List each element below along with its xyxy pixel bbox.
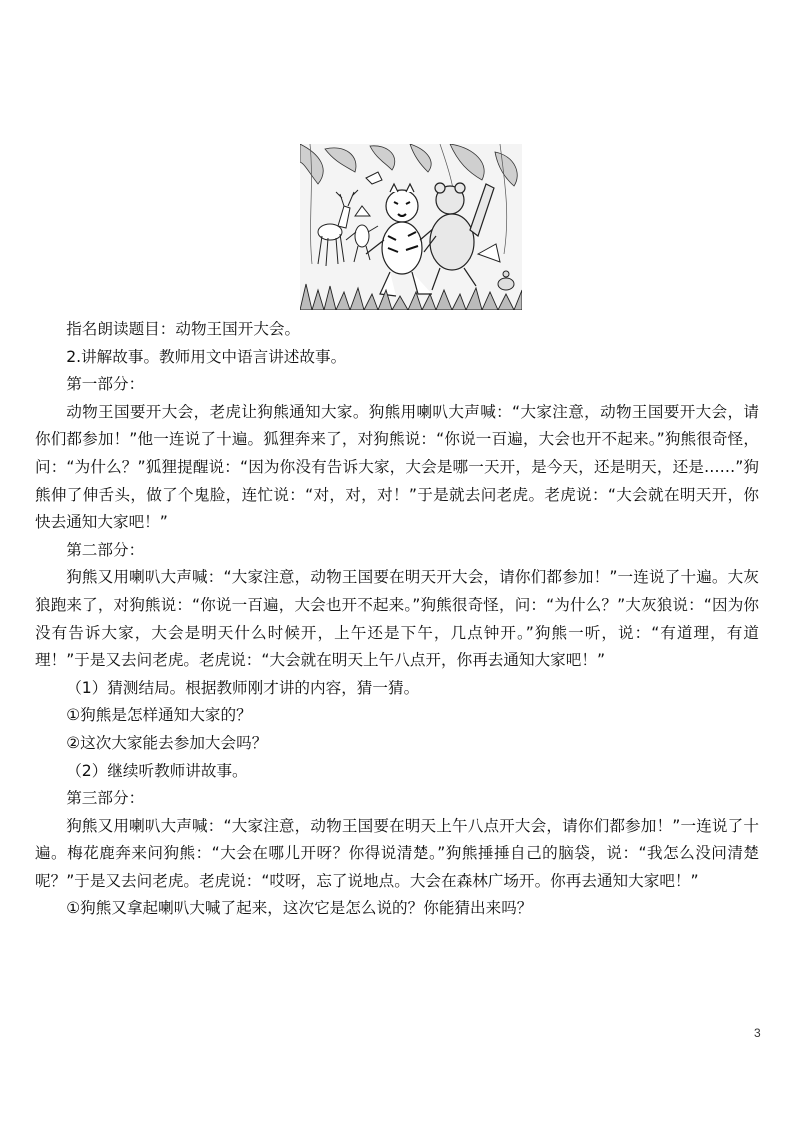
page-number: 3 <box>754 1026 761 1040</box>
paragraph-part-three-story: 狗熊又用喇叭大声喊：“大家注意，动物王国要在明天上午八点开大会，请你们都参加！”一连说了十遍。梅花鹿奔来问狗熊：“大会在哪儿开呀？你得说清楚。”狗熊捶捶自己的脑袋，说：“我怎么没问清楚呢？”于是又去问老虎。老虎说：“哎呀，忘了说地点。大会在森林广场开。你再去通知大家吧！” <box>35 816 759 890</box>
animal-kingdom-meeting-illustration-icon <box>300 144 522 310</box>
paragraph-guess-ending: （1）猜测结局。根据教师刚才讲的内容，猜一猜。 <box>66 678 420 697</box>
heading-part-one: 第一部分： <box>66 375 145 394</box>
heading-part-two: 第二部分： <box>66 540 145 559</box>
heading-part-three: 第三部分： <box>66 789 145 808</box>
paragraph-part-one-story: 动物王国要开大会，老虎让狗熊通知大家。狗熊用喇叭大声喊：“大家注意，动物王国要开大会，请你们都参加！”他一连说了十遍。狐狸奔来了，对狗熊说：“你说一百遍，大会也开不起来。”狗熊很奇怪，问：“为什么？”狐狸提醒说：“因为你没有告诉大家，大会是哪一天开，是今天，还是明天，还是……”狗熊伸了伸舌头，做了个鬼脸，连忙说：“对，对，对！”于是就去问老虎。老虎说：“大会就在明天开，你快去通知大家吧！” <box>35 402 759 532</box>
animal-kingdom-illustration <box>300 144 522 310</box>
question-2: ②这次大家能去参加大会吗？ <box>66 733 268 752</box>
document-body <box>35 316 759 923</box>
paragraph-continue-listening: （2）继续听教师讲故事。 <box>66 761 248 780</box>
question-1: ①狗熊是怎样通知大家的？ <box>66 706 252 725</box>
paragraph-step-2: 2.讲解故事。教师用文中语言讲述故事。 <box>66 347 347 366</box>
paragraph-title-reading: 指名朗读题目：动物王国开大会。 <box>66 320 301 338</box>
question-final: ①狗熊又拿起喇叭大喊了起来，这次它是怎么说的？你能猜出来吗？ <box>66 899 533 918</box>
paragraph-part-two-story: 狗熊又用喇叭大声喊：“大家注意，动物王国要在明天开大会，请你们都参加！”一连说了十遍。大灰狼跑来了，对狗熊说：“你说一百遍，大会也开不起来。”狗熊很奇怪，问：“为什么？”大灰狼说：“因为你没有告诉大家，大会是明天什么时候开，上午还是下午，几点钟开。”狗熊一听，说：“有道理，有道理！”于是又去问老虎。老虎说：“大会就在明天上午八点开，你再去通知大家吧！” <box>35 568 759 670</box>
